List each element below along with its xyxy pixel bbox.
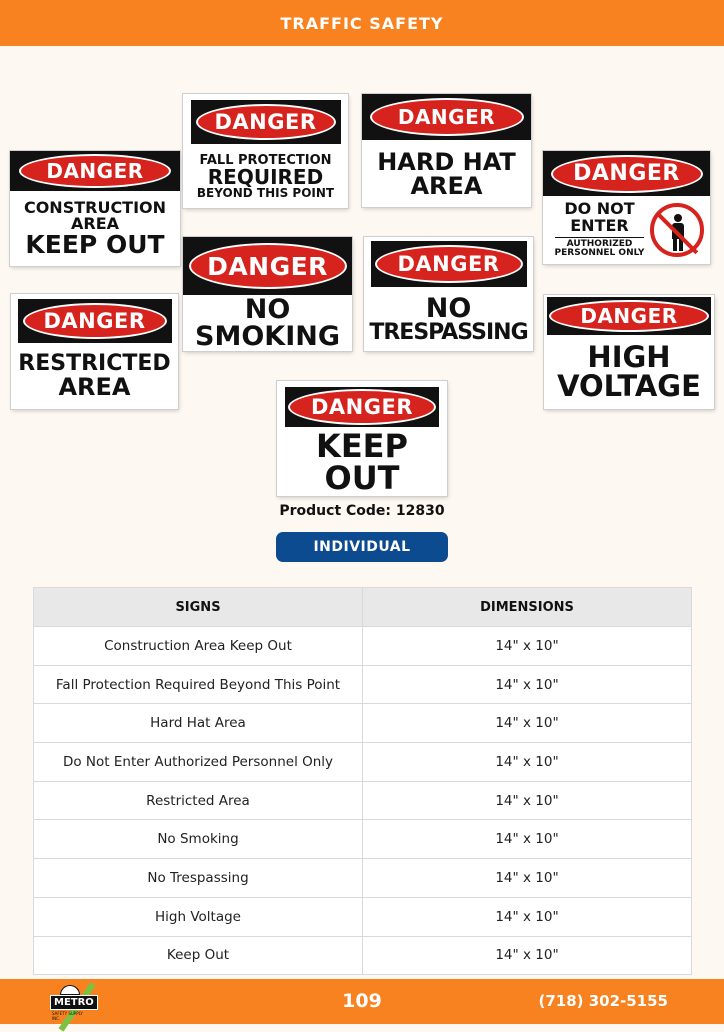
table-row	[34, 781, 692, 820]
sign-hard-hat-area: DANGER HARD HAT AREA	[362, 94, 531, 207]
sign-name-cell: Fall Protection Required Beyond This Point	[34, 665, 363, 704]
table-row	[34, 743, 692, 782]
table-row	[34, 936, 692, 975]
danger-header: DANGER	[551, 155, 703, 193]
no-entry-person-icon	[650, 203, 704, 257]
page-number: 109	[342, 990, 382, 1012]
dimension-cell: 14" x 10"	[363, 704, 692, 743]
sign-do-not-enter: DANGER DO NOT ENTER AUTHORIZED PERSONNEL ONLY	[543, 151, 710, 264]
danger-header: DANGER	[375, 245, 523, 283]
dimension-cell: 14" x 10"	[363, 627, 692, 666]
table-row	[34, 665, 692, 704]
danger-header: DANGER	[288, 389, 436, 425]
sign-name-cell: Do Not Enter Authorized Personnel Only	[34, 743, 363, 782]
column-header-dimensions: DIMENSIONS	[363, 588, 692, 627]
danger-header: DANGER	[19, 154, 171, 188]
dimension-cell: 14" x 10"	[363, 936, 692, 975]
sign-no-trespassing: DANGER NO TRESPASSING	[364, 237, 533, 351]
sign-construction-area: DANGER CONSTRUCTION AREA KEEP OUT	[10, 151, 180, 266]
section-title: TRAFFIC SAFETY	[280, 13, 444, 33]
sign-keep-out: DANGER KEEP OUT	[277, 381, 447, 496]
dimension-cell: 14" x 10"	[363, 781, 692, 820]
table-row	[34, 897, 692, 936]
sign-name-cell: No Smoking	[34, 820, 363, 859]
danger-header: DANGER	[23, 303, 167, 339]
sign-name-cell: Keep Out	[34, 936, 363, 975]
sign-no-smoking: DANGER NO SMOKING	[183, 237, 352, 351]
table-row	[34, 704, 692, 743]
sign-restricted-area: DANGER RESTRICTED AREA	[11, 294, 178, 409]
product-code: Product Code: 12830	[279, 503, 445, 519]
sign-fall-protection: DANGER FALL PROTECTION REQUIRED BEYOND THIS POINT	[183, 94, 348, 208]
metro-logo: METRO SAFETY SUPPLY INC.	[50, 985, 92, 1019]
sign-name-cell: No Trespassing	[34, 859, 363, 898]
sign-name-cell: High Voltage	[34, 897, 363, 936]
sign-name-cell: Construction Area Keep Out	[34, 627, 363, 666]
dimension-cell: 14" x 10"	[363, 820, 692, 859]
table-row	[34, 627, 692, 666]
sign-high-voltage: DANGER HIGH VOLTAGE	[544, 295, 714, 409]
phone-number: (718) 302-5155	[538, 992, 668, 1010]
table-row	[34, 820, 692, 859]
dimension-cell: 14" x 10"	[363, 859, 692, 898]
dimension-cell: 14" x 10"	[363, 665, 692, 704]
page-header	[0, 0, 724, 46]
danger-header: DANGER	[196, 104, 336, 140]
individual-button[interactable]: INDIVIDUAL	[276, 532, 448, 562]
signs-dimensions-table	[33, 587, 692, 975]
sign-name-cell: Hard Hat Area	[34, 704, 363, 743]
danger-header: DANGER	[549, 300, 709, 332]
danger-header: DANGER	[189, 243, 347, 289]
danger-header: DANGER	[370, 98, 524, 136]
sign-name-cell: Restricted Area	[34, 781, 363, 820]
dimension-cell: 14" x 10"	[363, 743, 692, 782]
column-header-signs: SIGNS	[34, 588, 363, 627]
dimension-cell: 14" x 10"	[363, 897, 692, 936]
table-header-row	[34, 588, 692, 627]
page-footer	[0, 979, 724, 1024]
table-row	[34, 859, 692, 898]
